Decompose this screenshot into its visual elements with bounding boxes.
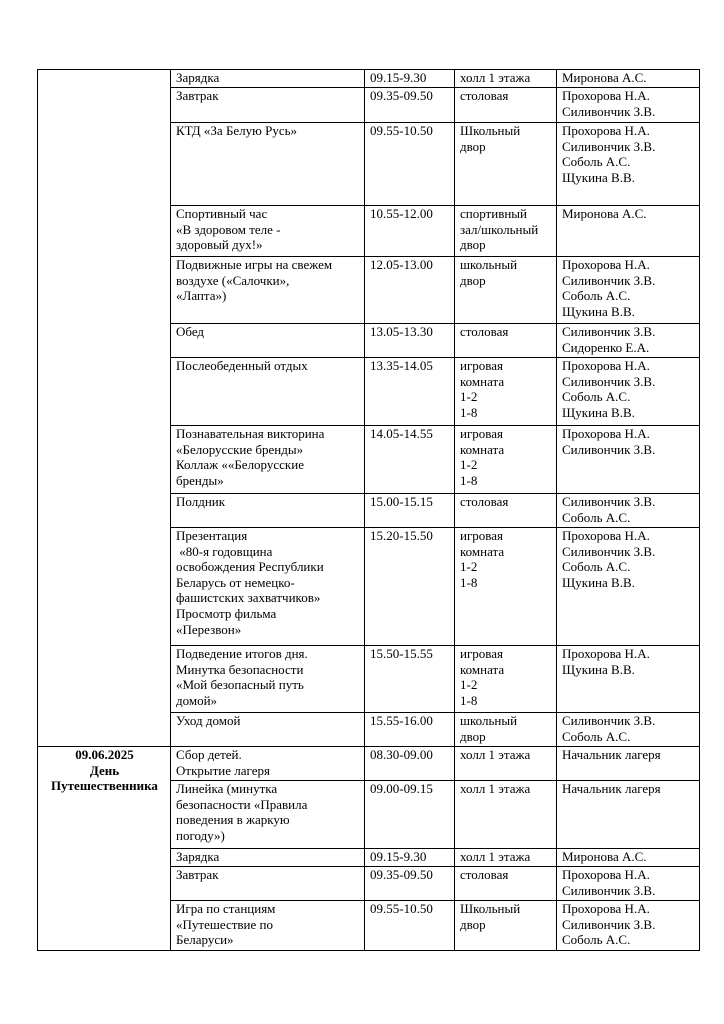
activity-cell <box>171 528 365 646</box>
activity-cell <box>171 426 365 494</box>
responsible-cell-line: Силивончик З.В. <box>562 272 656 288</box>
responsible-cell-line: Щукина В.В. <box>562 404 635 420</box>
day-cell-continued <box>38 70 171 747</box>
table-row <box>38 70 700 88</box>
place-cell-line: школьный <box>460 713 518 728</box>
responsible-cell-line: Начальник лагеря <box>562 781 661 796</box>
responsible-cell <box>557 206 700 257</box>
time-cell-line: 15.55-16.00 <box>370 713 433 728</box>
place-cell-line: комната <box>460 661 505 677</box>
day-cell <box>38 747 171 951</box>
activity-cell-line: Сбор детей. <box>176 747 242 762</box>
place-cell <box>455 901 557 951</box>
activity-cell-line: Презентация <box>176 528 248 543</box>
activity-cell-line: Подведение итогов дня. <box>176 646 308 661</box>
activity-cell-line: Послеобеденный отдых <box>176 358 308 373</box>
responsible-cell-line: Прохорова Н.А. <box>562 358 650 373</box>
activity-cell <box>171 123 365 206</box>
responsible-cell-line: Силивончик З.В. <box>562 441 656 457</box>
place-cell-line: столовая <box>460 324 509 339</box>
activity-cell-line: КТД «За Белую Русь» <box>176 123 298 138</box>
responsible-cell <box>557 646 700 713</box>
activity-cell-line: Полдник <box>176 494 226 509</box>
time-cell-line: 09.55-10.50 <box>370 123 433 138</box>
activity-cell-line: погоду») <box>176 827 225 843</box>
responsible-cell <box>557 123 700 206</box>
place-cell-line: игровая <box>460 426 504 441</box>
place-cell <box>455 646 557 713</box>
place-cell-line: зал/школьный <box>460 221 539 237</box>
place-cell-line: двор <box>460 138 486 154</box>
activity-cell-line: Уход домой <box>176 713 241 728</box>
place-cell <box>455 747 557 781</box>
time-cell <box>365 123 455 206</box>
responsible-cell-line: Прохорова Н.А. <box>562 867 650 882</box>
activity-cell-line: «В здоровом теле - <box>176 221 281 237</box>
day-cell-line: День <box>89 762 120 778</box>
time-cell-line: 13.35-14.05 <box>370 358 433 373</box>
activity-cell <box>171 849 365 867</box>
place-cell <box>455 426 557 494</box>
place-cell <box>455 324 557 358</box>
place-cell-line: игровая <box>460 528 504 543</box>
responsible-cell-line: Щукина В.В. <box>562 169 635 185</box>
responsible-cell <box>557 257 700 324</box>
activity-cell-line: поведения в жаркую <box>176 812 290 828</box>
place-cell-line: игровая <box>460 646 504 661</box>
activity-cell-line: безопасности «Правила <box>176 796 308 812</box>
time-cell-line: 08.30-09.00 <box>370 747 433 762</box>
responsible-cell-line: Соболь А.С. <box>562 559 631 575</box>
activity-cell-line: Беларусь от немецко- <box>176 574 295 590</box>
responsible-cell <box>557 426 700 494</box>
activity-cell-line: воздухе («Салочки», <box>176 272 290 288</box>
place-cell <box>455 70 557 88</box>
time-cell-line: 09.35-09.50 <box>370 88 433 103</box>
place-cell-line: 1-2 <box>460 559 478 575</box>
responsible-cell-line: Прохорова Н.А. <box>562 257 650 272</box>
time-cell <box>365 901 455 951</box>
responsible-cell <box>557 528 700 646</box>
time-cell-line: 10.55-12.00 <box>370 206 433 221</box>
place-cell-line: столовая <box>460 88 509 103</box>
activity-cell-line: «80-я годовщина <box>176 543 273 559</box>
activity-cell-line: фашистских захватчиков» <box>176 590 321 606</box>
time-cell <box>365 781 455 849</box>
time-cell <box>365 867 455 901</box>
place-cell <box>455 867 557 901</box>
responsible-cell-line: Соболь А.С. <box>562 728 631 744</box>
responsible-cell-line: Соболь А.С. <box>562 509 631 525</box>
responsible-cell-line: Силивончик З.В. <box>562 103 656 119</box>
activity-cell-line: Коллаж ««Белорусские <box>176 457 304 473</box>
activity-cell-line: освобождения Республики <box>176 559 324 575</box>
activity-cell-line: бренды» <box>176 472 224 488</box>
responsible-cell <box>557 901 700 951</box>
place-cell-line: двор <box>460 237 486 253</box>
time-cell-line: 13.05-13.30 <box>370 324 433 339</box>
schedule-table <box>37 69 700 951</box>
time-cell <box>365 747 455 781</box>
activity-cell-line: Обед <box>176 324 205 339</box>
activity-cell <box>171 494 365 528</box>
time-cell <box>365 494 455 528</box>
place-cell-line: 1-8 <box>460 472 478 488</box>
activity-cell-line: Завтрак <box>176 867 219 882</box>
responsible-cell <box>557 713 700 747</box>
place-cell-line: 1-2 <box>460 677 478 693</box>
activity-cell <box>171 781 365 849</box>
time-cell-line: 09.35-09.50 <box>370 867 433 882</box>
responsible-cell-line: Миронова А.С. <box>562 849 647 864</box>
responsible-cell-line: Силивончик З.В. <box>562 373 656 389</box>
place-cell <box>455 849 557 867</box>
time-cell <box>365 70 455 88</box>
responsible-cell-line: Сидоренко Е.А. <box>562 339 650 355</box>
activity-cell-line: «Лапта») <box>176 288 227 304</box>
activity-cell <box>171 324 365 358</box>
activity-cell <box>171 867 365 901</box>
place-cell <box>455 257 557 324</box>
place-cell-line: 1-2 <box>460 389 478 405</box>
place-cell <box>455 713 557 747</box>
responsible-cell <box>557 747 700 781</box>
place-cell-line: Школьный <box>460 123 521 138</box>
responsible-cell <box>557 781 700 849</box>
place-cell-line: холл 1 этажа <box>460 781 531 796</box>
responsible-cell-line: Силивончик З.В. <box>562 138 656 154</box>
responsible-cell-line: Щукина В.В. <box>562 661 635 677</box>
responsible-cell <box>557 70 700 88</box>
time-cell <box>365 324 455 358</box>
activity-cell-line: «Путешествие по <box>176 916 273 932</box>
place-cell-line: двор <box>460 916 486 932</box>
activity-cell-line: Завтрак <box>176 88 219 103</box>
table-row <box>38 747 700 781</box>
activity-cell <box>171 206 365 257</box>
time-cell-line: 14.05-14.55 <box>370 426 433 441</box>
place-cell-line: 1-8 <box>460 404 478 420</box>
responsible-cell <box>557 88 700 123</box>
time-cell-line: 15.00-15.15 <box>370 494 433 509</box>
responsible-cell-line: Прохорова Н.А. <box>562 123 650 138</box>
activity-cell <box>171 358 365 426</box>
time-cell <box>365 358 455 426</box>
place-cell-line: 1-8 <box>460 574 478 590</box>
activity-cell <box>171 88 365 123</box>
responsible-cell-line: Силивончик З.В. <box>562 543 656 559</box>
place-cell <box>455 528 557 646</box>
responsible-cell-line: Силивончик З.В. <box>562 494 656 509</box>
time-cell-line: 09.15-9.30 <box>370 849 427 864</box>
schedule-table-body <box>38 70 700 951</box>
responsible-cell <box>557 849 700 867</box>
place-cell <box>455 206 557 257</box>
place-cell <box>455 781 557 849</box>
place-cell-line: двор <box>460 272 486 288</box>
place-cell <box>455 88 557 123</box>
time-cell <box>365 713 455 747</box>
place-cell-line: холл 1 этажа <box>460 747 531 762</box>
time-cell <box>365 88 455 123</box>
responsible-cell <box>557 867 700 901</box>
responsible-cell-line: Силивончик З.В. <box>562 713 656 728</box>
time-cell <box>365 849 455 867</box>
activity-cell-line: Спортивный час <box>176 206 268 221</box>
place-cell <box>455 358 557 426</box>
activity-cell-line: Открытие лагеря <box>176 762 270 778</box>
responsible-cell-line: Щукина В.В. <box>562 303 635 319</box>
time-cell-line: 09.15-9.30 <box>370 70 427 85</box>
place-cell-line: комната <box>460 543 505 559</box>
time-cell-line: 15.50-15.55 <box>370 646 433 661</box>
time-cell <box>365 426 455 494</box>
responsible-cell-line: Щукина В.В. <box>562 574 635 590</box>
place-cell-line: столовая <box>460 867 509 882</box>
responsible-cell <box>557 494 700 528</box>
activity-cell-line: «Белорусские бренды» <box>176 441 304 457</box>
place-cell-line: двор <box>460 728 486 744</box>
time-cell-line: 15.20-15.50 <box>370 528 433 543</box>
activity-cell <box>171 747 365 781</box>
responsible-cell-line: Соболь А.С. <box>562 389 631 405</box>
responsible-cell-line: Миронова А.С. <box>562 206 647 221</box>
responsible-cell-line: Прохорова Н.А. <box>562 88 650 103</box>
activity-cell-line: Беларуси» <box>176 932 234 948</box>
place-cell <box>455 494 557 528</box>
activity-cell <box>171 646 365 713</box>
responsible-cell-line: Прохорова Н.А. <box>562 901 650 916</box>
activity-cell <box>171 901 365 951</box>
time-cell <box>365 646 455 713</box>
time-cell <box>365 257 455 324</box>
responsible-cell-line: Соболь А.С. <box>562 288 631 304</box>
place-cell-line: холл 1 этажа <box>460 70 531 85</box>
time-cell-line: 09.00-09.15 <box>370 781 433 796</box>
time-cell-line: 12.05-13.00 <box>370 257 433 272</box>
place-cell-line: 1-8 <box>460 692 478 708</box>
place-cell-line: спортивный <box>460 206 527 221</box>
responsible-cell <box>557 324 700 358</box>
place-cell-line: игровая <box>460 358 504 373</box>
responsible-cell-line: Прохорова Н.А. <box>562 528 650 543</box>
responsible-cell-line: Силивончик З.В. <box>562 882 656 898</box>
day-cell-line: Путешественника <box>51 778 158 794</box>
responsible-cell <box>557 358 700 426</box>
activity-cell-line: Зарядка <box>176 70 220 85</box>
activity-cell-line: Линейка (минутка <box>176 781 278 796</box>
activity-cell <box>171 70 365 88</box>
place-cell <box>455 123 557 206</box>
place-cell-line: Школьный <box>460 901 521 916</box>
time-cell-line: 09.55-10.50 <box>370 901 433 916</box>
responsible-cell-line: Миронова А.С. <box>562 70 647 85</box>
activity-cell-line: Минутка безопасности <box>176 661 304 677</box>
time-cell <box>365 206 455 257</box>
responsible-cell-line: Прохорова Н.А. <box>562 646 650 661</box>
activity-cell-line: Игра по станциям <box>176 901 276 916</box>
activity-cell-line: Зарядка <box>176 849 220 864</box>
place-cell-line: школьный <box>460 257 518 272</box>
place-cell-line: комната <box>460 373 505 389</box>
responsible-cell-line: Силивончик З.В. <box>562 324 656 339</box>
place-cell-line: комната <box>460 441 505 457</box>
activity-cell-line: «Перезвон» <box>176 621 242 637</box>
activity-cell-line: Просмотр фильма <box>176 605 277 621</box>
place-cell-line: холл 1 этажа <box>460 849 531 864</box>
responsible-cell-line: Соболь А.С. <box>562 154 631 170</box>
responsible-cell-line: Силивончик З.В. <box>562 916 656 932</box>
day-cell-line: 09.06.2025 <box>75 747 134 762</box>
activity-cell <box>171 257 365 324</box>
activity-cell-line: «Мой безопасный путь <box>176 677 304 693</box>
activity-cell <box>171 713 365 747</box>
activity-cell-line: Подвижные игры на свежем <box>176 257 333 272</box>
activity-cell-line: Познавательная викторина <box>176 426 325 441</box>
place-cell-line: 1-2 <box>460 457 478 473</box>
activity-cell-line: здоровый дух!» <box>176 237 263 253</box>
responsible-cell-line: Начальник лагеря <box>562 747 661 762</box>
activity-cell-line: домой» <box>176 692 218 708</box>
place-cell-line: столовая <box>460 494 509 509</box>
responsible-cell-line: Соболь А.С. <box>562 932 631 948</box>
time-cell <box>365 528 455 646</box>
responsible-cell-line: Прохорова Н.А. <box>562 426 650 441</box>
